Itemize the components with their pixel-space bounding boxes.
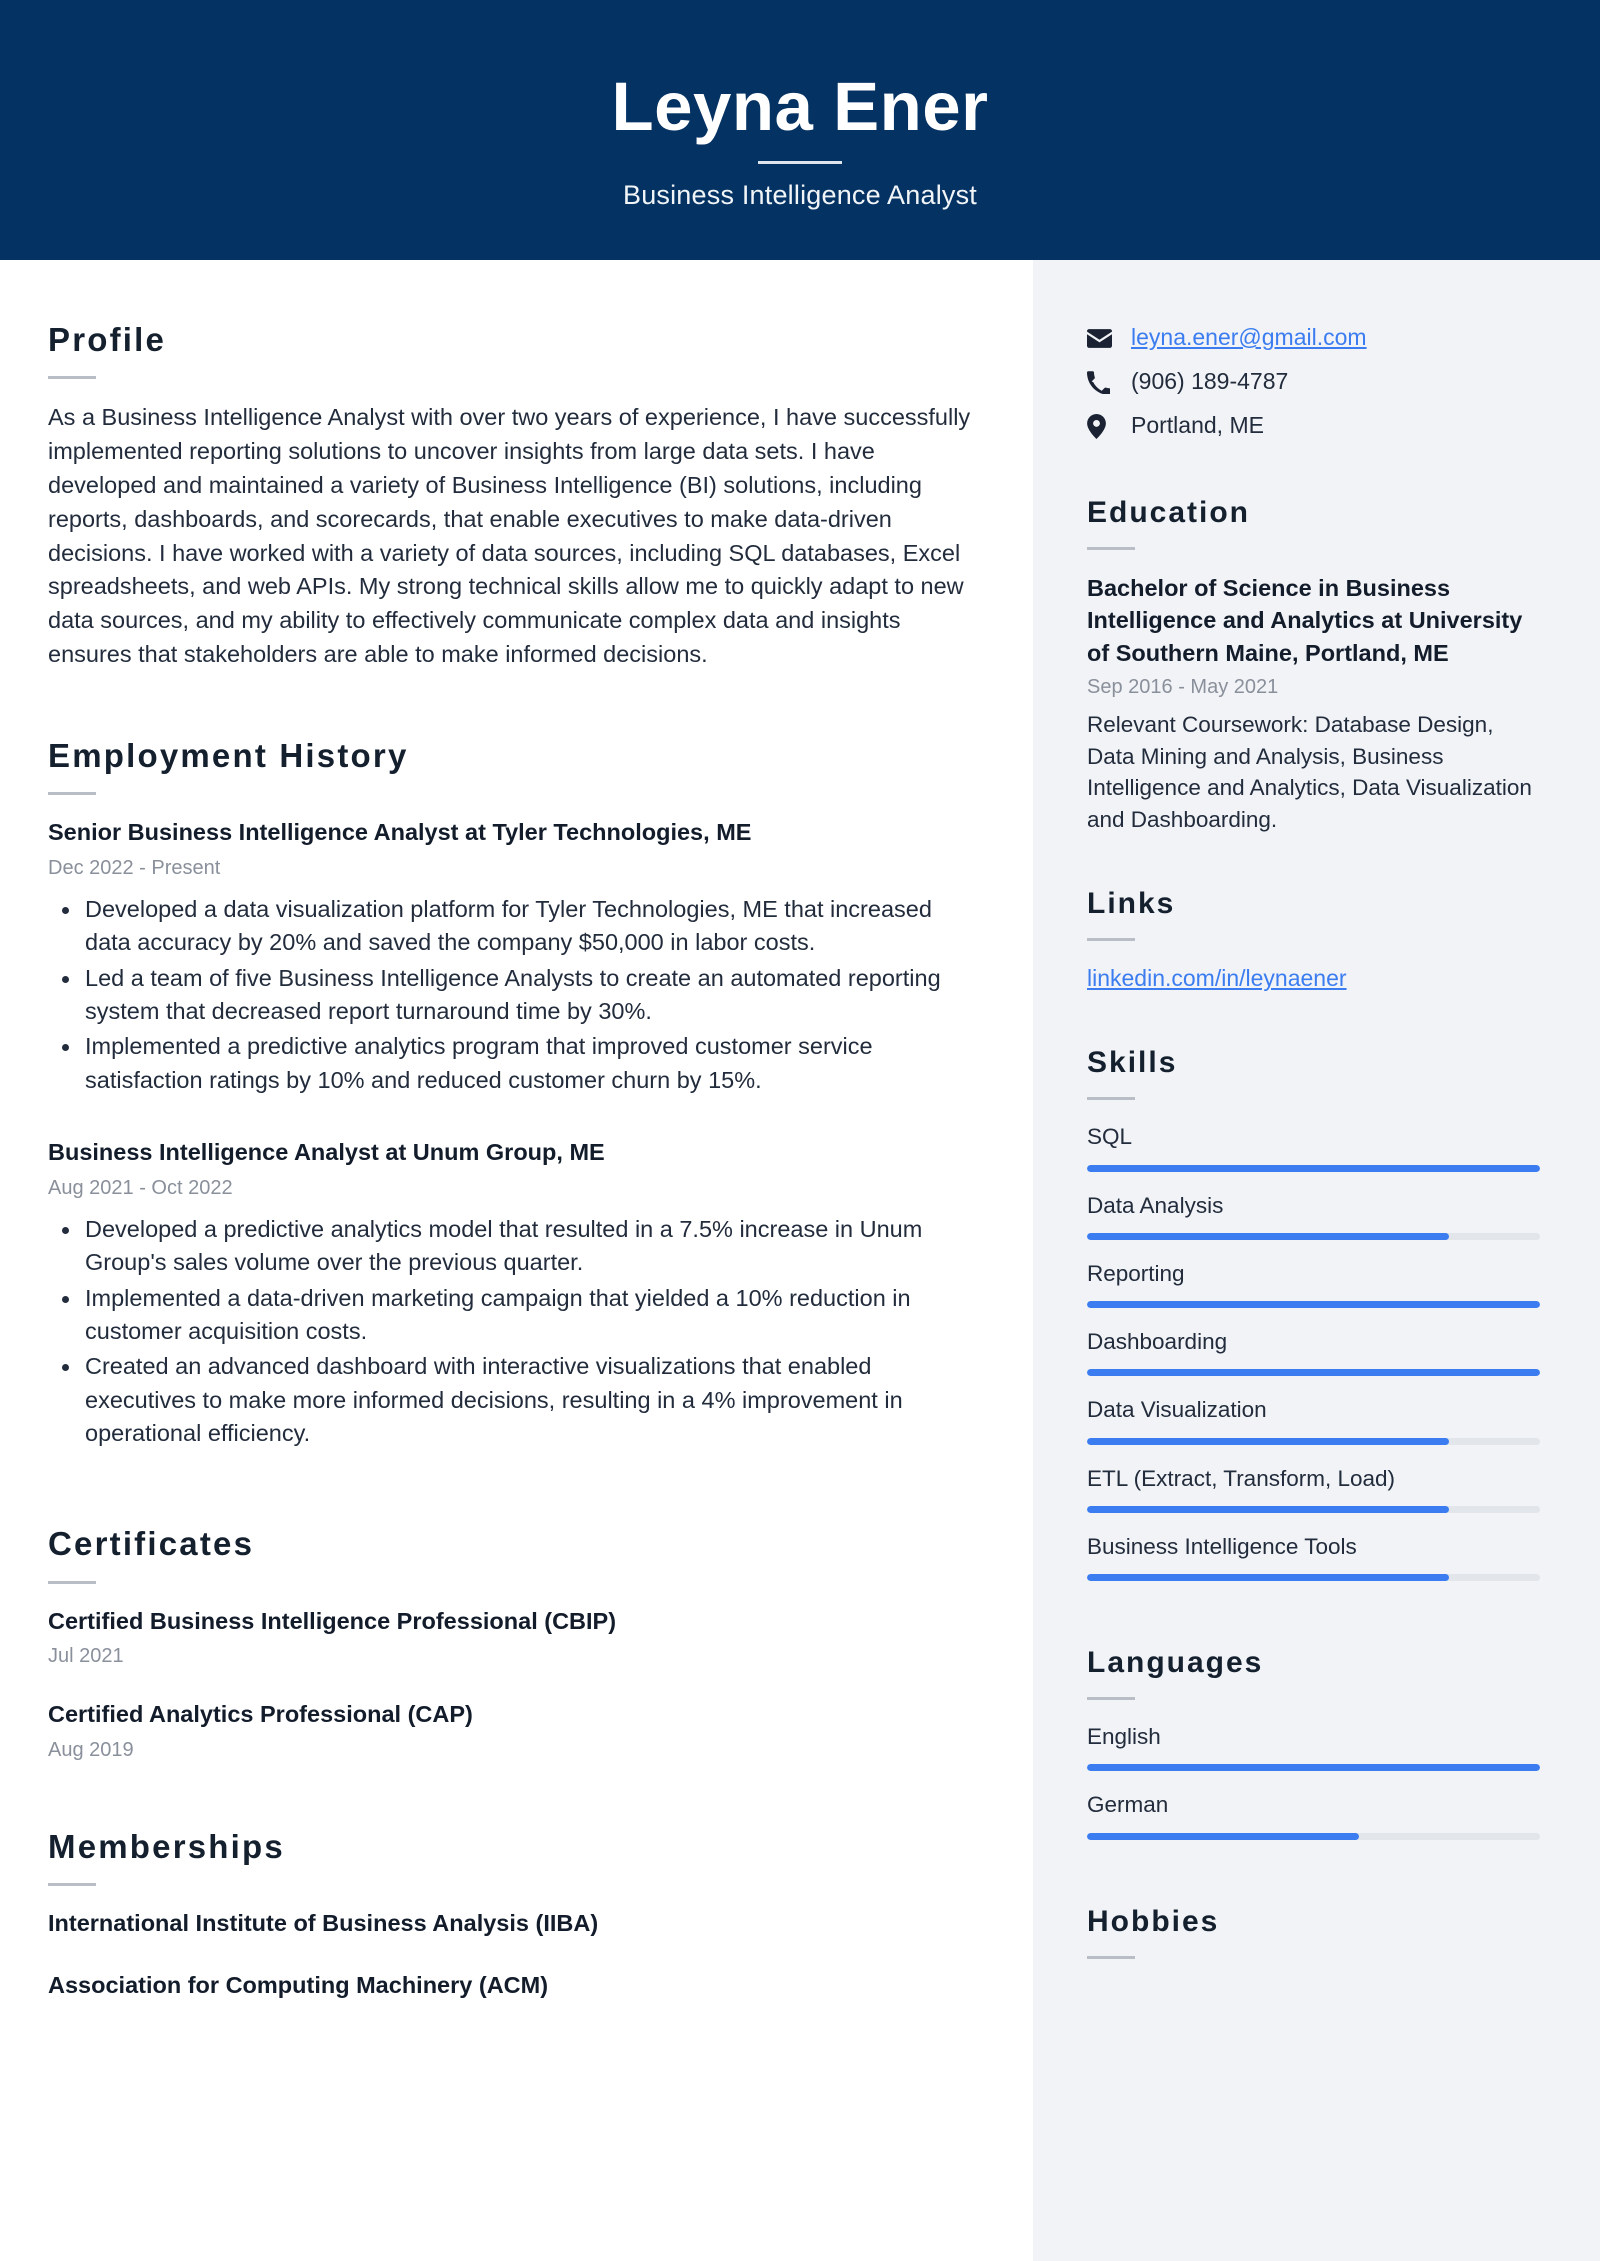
links-heading: Links	[1087, 887, 1176, 921]
section-skills	[1087, 1046, 1540, 1581]
spacer	[48, 1669, 975, 1699]
employment-entry	[48, 817, 975, 1097]
skill-bar-track	[1087, 1438, 1540, 1445]
skill-bar-track	[1087, 1369, 1540, 1376]
certificate-title: Certified Business Intelligence Professional (CBIP)	[48, 1607, 617, 1634]
spacer	[1087, 1600, 1540, 1646]
certificate-title: Certified Analytics Professional (CAP)	[48, 1701, 473, 1728]
education-heading: Education	[1087, 496, 1251, 529]
job-bullet: Implemented a predictive analytics program that improved customer service satisfaction ratings by 10% and reduced customer churn by 15%.	[48, 1030, 975, 1097]
header-divider	[758, 161, 842, 164]
job-bullet: Led a team of five Business Intelligence Analysts to create an automated reporting system that decreased report turnaround time by 30%.	[48, 962, 975, 1029]
certificate-date: Jul 2021	[48, 1645, 124, 1668]
spacer	[1087, 835, 1540, 887]
skill-bar-track	[1087, 1233, 1540, 1240]
candidate-name: Leyna Ener	[611, 68, 989, 146]
skill-item	[1087, 1395, 1540, 1444]
section-profile	[48, 322, 975, 672]
skill-bar-fill	[1087, 1574, 1449, 1581]
main-column	[0, 260, 1033, 2261]
job-bullet-list	[48, 893, 975, 1097]
section-education	[1087, 496, 1540, 835]
hobbies-heading: Hobbies	[1087, 1904, 1220, 1938]
job-dates: Dec 2022 - Present	[48, 856, 221, 879]
section-divider	[1087, 547, 1135, 550]
skill-item	[1087, 1259, 1540, 1308]
job-bullet: Developed a predictive analytics model that resulted in a 7.5% increase in Unum Group's sales volume over the previous quarter.	[48, 1213, 975, 1280]
linkedin-link[interactable]: linkedin.com/in/leynaener	[1087, 965, 1347, 992]
certificate-entry	[48, 1606, 975, 1670]
section-divider	[48, 1883, 96, 1886]
profile-heading: Profile	[48, 321, 167, 358]
section-divider	[1087, 1097, 1135, 1100]
skill-bar-fill	[1087, 1301, 1540, 1308]
language-bar-track	[1087, 1833, 1540, 1840]
location-pin-icon	[1087, 414, 1117, 439]
profile-text: As a Business Intelligence Analyst with over two years of experience, I have successfully implemented reporting solutions to uncover insights from large data sets. I have developed and maintained a variety of Business Intelligence (BI) solutions, including reports, dashboards, and scorecards, that enable executives to make data-driven decisions. I have worked with a variety of data sources, including SQL databases, Excel spreadsheets, and web APIs. My strong technical skills allow me to quickly adapt to new data sources, and my ability to effectively communicate complex data and insights ensures that stakeholders are able to make informed decisions.	[48, 404, 971, 668]
spacer	[48, 1763, 975, 1829]
skill-bar-track	[1087, 1165, 1540, 1172]
skill-item	[1087, 1327, 1540, 1376]
skill-bar-fill	[1087, 1233, 1449, 1240]
skill-bar-fill	[1087, 1369, 1540, 1376]
memberships-heading: Memberships	[48, 1828, 285, 1866]
spacer	[1087, 1859, 1540, 1905]
candidate-job-title: Business Intelligence Analyst	[622, 179, 977, 210]
skill-item	[1087, 1122, 1540, 1171]
skill-label: Data Visualization	[1087, 1397, 1267, 1423]
language-label: English	[1087, 1724, 1161, 1750]
education-dates: Sep 2016 - May 2021	[1087, 676, 1279, 699]
certificate-entry	[48, 1699, 975, 1763]
skill-label: Business Intelligence Tools	[1087, 1533, 1357, 1559]
skill-item	[1087, 1464, 1540, 1513]
certificates-heading: Certificates	[48, 1525, 255, 1563]
job-bullet: Developed a data visualization platform for Tyler Technologies, ME that increased data accuracy by 20% and saved the company $50,000 in labor costs.	[48, 893, 975, 960]
language-label: German	[1087, 1792, 1169, 1818]
spacer	[48, 1460, 975, 1526]
section-links	[1087, 887, 1540, 994]
membership-title: Association for Computing Machinery (ACM)	[48, 1972, 549, 1999]
skills-heading: Skills	[1087, 1046, 1178, 1080]
contact-list	[1087, 322, 1540, 442]
skill-bar-track	[1087, 1301, 1540, 1308]
section-divider	[1087, 1956, 1135, 1959]
contact-row-location	[1087, 410, 1540, 442]
location-text: Portland, ME	[1131, 412, 1264, 439]
employment-entry	[48, 1137, 975, 1450]
job-title: Business Intelligence Analyst at Unum Group, ME	[48, 1139, 605, 1166]
job-bullet-list	[48, 1213, 975, 1451]
education-degree: Bachelor of Science in Business Intelligence and Analytics at University of Southern Maine, Portland, ME	[1087, 575, 1523, 666]
job-bullet: Implemented a data-driven marketing campaign that yielded a 10% reduction in customer acquisition costs.	[48, 1282, 975, 1349]
section-languages	[1087, 1646, 1540, 1840]
membership-entry	[48, 1970, 975, 2002]
section-divider	[48, 792, 96, 795]
skill-bar-track	[1087, 1574, 1540, 1581]
skill-label: Dashboarding	[1087, 1329, 1228, 1355]
section-divider	[48, 376, 96, 379]
spacer	[48, 672, 975, 738]
email-address[interactable]: leyna.ener@gmail.com	[1131, 324, 1367, 351]
job-title: Senior Business Intelligence Analyst at Tyler Technologies, ME	[48, 819, 752, 846]
employment-heading: Employment History	[48, 736, 409, 774]
resume-header	[0, 0, 1600, 260]
language-item	[1087, 1790, 1540, 1839]
skill-bar-fill	[1087, 1438, 1449, 1445]
skill-label: ETL (Extract, Transform, Load)	[1087, 1465, 1396, 1491]
phone-number: (906) 189-4787	[1131, 368, 1289, 395]
spacer	[48, 1107, 975, 1137]
language-bar-fill	[1087, 1764, 1540, 1771]
skill-label: Data Analysis	[1087, 1192, 1224, 1218]
membership-entry	[48, 1908, 975, 1940]
resume-body	[0, 260, 1600, 2261]
language-bar-fill	[1087, 1833, 1359, 1840]
spacer	[1087, 994, 1540, 1046]
skill-bar-fill	[1087, 1165, 1540, 1172]
job-bullet: Created an advanced dashboard with interactive visualizations that enabled executives to make more informed decisions, resulting in a 4% improvement in operational efficiency.	[48, 1350, 975, 1450]
spacer	[48, 1940, 975, 1970]
contact-row-phone	[1087, 366, 1540, 398]
membership-title: International Institute of Business Analysis (IIBA)	[48, 1910, 599, 1937]
section-hobbies	[1087, 1905, 1540, 1959]
section-divider	[1087, 1697, 1135, 1700]
education-description: Relevant Coursework: Database Design, Data Mining and Analysis, Business Intelligence and Analytics, Data Visualization and Dashboarding.	[1087, 712, 1532, 832]
skill-label: SQL	[1087, 1124, 1133, 1150]
skill-bar-track	[1087, 1506, 1540, 1513]
section-divider	[48, 1581, 96, 1584]
language-bar-track	[1087, 1764, 1540, 1771]
sidebar-column	[1033, 260, 1600, 2261]
section-employment-history	[48, 738, 975, 1450]
section-certificates	[48, 1526, 975, 1763]
job-dates: Aug 2021 - Oct 2022	[48, 1176, 233, 1199]
skill-bar-fill	[1087, 1506, 1449, 1513]
section-divider	[1087, 938, 1135, 941]
contact-row-email[interactable]	[1087, 322, 1540, 354]
skill-item	[1087, 1532, 1540, 1581]
language-item	[1087, 1722, 1540, 1771]
certificate-date: Aug 2019	[48, 1739, 134, 1762]
phone-icon	[1087, 371, 1117, 394]
skill-item	[1087, 1191, 1540, 1240]
skill-label: Reporting	[1087, 1260, 1185, 1286]
section-memberships	[48, 1829, 975, 2002]
envelope-icon	[1087, 329, 1117, 348]
languages-heading: Languages	[1087, 1646, 1264, 1680]
